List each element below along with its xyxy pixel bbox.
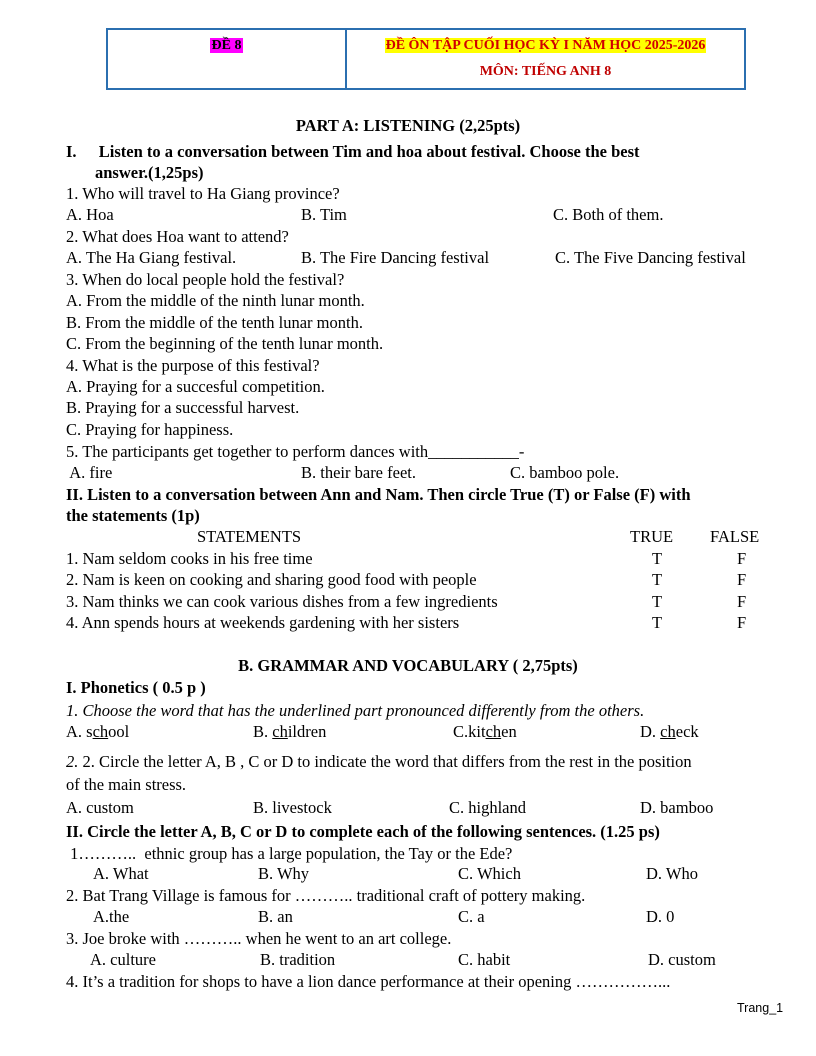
grammar-question-1: 1……….. ethnic group has a large population, the Tay or the Ede? xyxy=(66,844,513,863)
statement-2: 2. Nam is keen on cooking and sharing good food with people xyxy=(66,570,477,589)
gq1-option-c: C. Which xyxy=(458,864,521,883)
column-false: FALSE xyxy=(710,527,760,546)
header-right-cell xyxy=(347,30,744,88)
question-4: 4. What is the purpose of this festival? xyxy=(66,356,320,375)
page-footer: Trang_1 xyxy=(737,1001,784,1015)
phonetics-heading: I. Phonetics ( 0.5 p ) xyxy=(66,678,206,697)
phonetics-2-instruction-2: of the main stress. xyxy=(66,775,187,794)
q5-option-b: B. their bare feet. xyxy=(301,463,416,482)
phonetics-1-option-c: C.kitchen xyxy=(453,722,517,741)
gq3-option-c: C. habit xyxy=(458,950,511,969)
grammar-question-4: 4. It’s a tradition for shops to have a lion dance performance at their opening ……………... xyxy=(66,972,671,991)
q5-option-c: C. bamboo pole. xyxy=(510,463,620,482)
q3-option-c: C. From the beginning of the tenth lunar month. xyxy=(66,334,384,353)
statement-4-false[interactable]: F xyxy=(737,613,747,632)
part-a-title: PART A: LISTENING (2,25pts) xyxy=(295,116,521,135)
gq3-option-a: A. culture xyxy=(90,950,156,969)
phonetics-2-option-a: A. custom xyxy=(66,798,134,817)
exam-number-tag: ĐỀ 8 xyxy=(211,38,242,53)
statement-4-true[interactable]: T xyxy=(652,613,663,632)
q1-option-c: C. Both of them. xyxy=(553,205,664,224)
q3-option-a: A. From the middle of the ninth lunar month. xyxy=(66,291,365,310)
q2-option-a: A. The Ha Giang festival. xyxy=(66,248,237,267)
listening-2-instruction: II. Listen to a conversation between Ann and Nam. Then circle True (T) or False (F) with xyxy=(66,485,691,504)
q4-option-b: B. Praying for a successful harvest. xyxy=(66,398,300,417)
phonetics-1-instruction: 1. Choose the word that has the underlined part pronounced differently from the others. xyxy=(66,701,645,720)
column-statements: STATEMENTS xyxy=(197,527,302,546)
q2-option-c: C. The Five Dancing festival xyxy=(555,248,746,267)
grammar-question-3: 3. Joe broke with ……….. when he went to an art college. xyxy=(66,929,452,948)
question-5: 5. The participants get together to perform dances with___________- xyxy=(66,442,525,461)
phonetics-2-option-c: C. highland xyxy=(449,798,526,817)
phonetics-2-option-b: B. livestock xyxy=(253,798,332,817)
listening-1-instruction-2: answer.(1,25ps) xyxy=(95,163,204,182)
gq1-option-d: D. Who xyxy=(646,864,698,883)
gq2-option-b: B. an xyxy=(258,907,293,926)
question-2: 2. What does Hoa want to attend? xyxy=(66,227,289,246)
q2-option-b: B. The Fire Dancing festival xyxy=(301,248,490,267)
header-box xyxy=(106,28,746,90)
q3-option-b: B. From the middle of the tenth lunar month. xyxy=(66,313,363,332)
statement-2-false[interactable]: F xyxy=(737,570,747,589)
statement-3-false[interactable]: F xyxy=(737,592,747,611)
phonetics-1-option-a: A. school xyxy=(66,722,130,741)
section-number: I. xyxy=(66,142,77,161)
q1-option-b: B. Tim xyxy=(301,205,347,224)
q4-option-c: C. Praying for happiness. xyxy=(66,420,234,439)
q1-option-a: A. Hoa xyxy=(66,205,114,224)
exam-title: ĐỀ ÔN TẬP CUỐI HỌC KỲ I NĂM HỌC 2025-2026 xyxy=(385,38,706,53)
gq2-option-a: A.the xyxy=(93,907,130,926)
statement-4: 4. Ann spends hours at weekends gardening with her sisters xyxy=(66,613,460,632)
question-1: 1. Who will travel to Ha Giang province? xyxy=(66,184,340,203)
grammar-section-title: II. Circle the letter A, B, C or D to complete each of the following sentences. (1.25 ps) xyxy=(66,822,660,841)
column-true: TRUE xyxy=(630,527,674,546)
statement-3-true[interactable]: T xyxy=(652,592,663,611)
gq1-option-b: B. Why xyxy=(258,864,310,883)
statement-2-true[interactable]: T xyxy=(652,570,663,589)
gq2-option-d: D. 0 xyxy=(646,907,675,926)
statement-1-false[interactable]: F xyxy=(737,549,747,568)
phonetics-2-instruction: 2. 2. Circle the letter A, B , C or D to indicate the word that differs from the rest in the position xyxy=(66,752,692,771)
phonetics-2-option-d: D. bamboo xyxy=(640,798,714,817)
gq1-option-a: A. What xyxy=(93,864,149,883)
statement-1: 1. Nam seldom cooks in his free time xyxy=(66,549,313,568)
exam-subject: MÔN: TIẾNG ANH 8 xyxy=(479,64,612,79)
part-b-title: B. GRAMMAR AND VOCABULARY ( 2,75pts) xyxy=(238,656,578,675)
question-3: 3. When do local people hold the festival? xyxy=(66,270,345,289)
gq2-option-c: C. a xyxy=(458,907,485,926)
instruction-line-1: Listen to a conversation between Tim and hoa about festival. Choose the best xyxy=(98,142,640,161)
grammar-question-2: 2. Bat Trang Village is famous for ……….. traditional craft of pottery making. xyxy=(66,886,586,905)
phonetics-1-option-d: D. check xyxy=(640,722,699,741)
listening-1-instruction xyxy=(66,141,640,162)
q4-option-a: A. Praying for a succesful competition. xyxy=(66,377,325,396)
statement-3: 3. Nam thinks we can cook various dishes from a few ingredients xyxy=(66,592,498,611)
gq3-option-d: D. custom xyxy=(648,950,716,969)
q5-option-a: A. fire xyxy=(66,463,113,482)
gq3-option-b: B. tradition xyxy=(260,950,336,969)
header-left-cell xyxy=(108,30,347,88)
statement-1-true[interactable]: T xyxy=(652,549,663,568)
phonetics-1-option-b: B. children xyxy=(253,722,327,741)
listening-2-instruction-2: the statements (1p) xyxy=(66,506,200,525)
